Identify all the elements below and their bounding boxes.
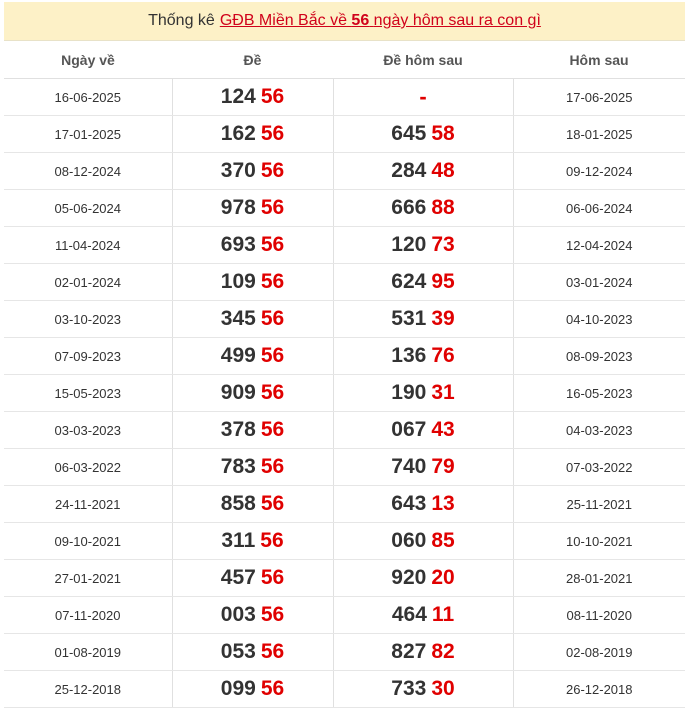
next-head-digits: 284 bbox=[391, 159, 427, 182]
table-body bbox=[4, 79, 685, 708]
table-row bbox=[4, 412, 685, 449]
cell-de-hom-sau bbox=[333, 375, 513, 412]
table-row bbox=[4, 597, 685, 634]
next-head-digits: 645 bbox=[391, 122, 427, 145]
cell-de bbox=[172, 449, 333, 486]
cell-de-hom-sau bbox=[333, 301, 513, 338]
cell-next-date: 12-04-2024 bbox=[513, 227, 685, 264]
next-number bbox=[391, 381, 454, 404]
next-number bbox=[391, 233, 454, 256]
table-row bbox=[4, 116, 685, 153]
de-tail-digits: 56 bbox=[260, 677, 285, 700]
table-header-row bbox=[4, 41, 685, 79]
table-row bbox=[4, 338, 685, 375]
de-tail-digits: 56 bbox=[260, 233, 285, 256]
cell-de-hom-sau bbox=[333, 634, 513, 671]
next-number bbox=[392, 603, 454, 626]
cell-date: 09-10-2021 bbox=[4, 523, 172, 560]
de-head-digits: 003 bbox=[220, 603, 256, 626]
cell-date: 27-01-2021 bbox=[4, 560, 172, 597]
de-number bbox=[221, 640, 284, 663]
next-number bbox=[391, 529, 454, 552]
de-head-digits: 124 bbox=[220, 85, 256, 108]
cell-de bbox=[172, 190, 333, 227]
cell-de-hom-sau bbox=[333, 449, 513, 486]
de-head-digits: 162 bbox=[220, 122, 256, 145]
de-number bbox=[221, 270, 284, 293]
de-tail-digits: 56 bbox=[260, 640, 285, 663]
cell-date: 05-06-2024 bbox=[4, 190, 172, 227]
de-tail-digits: 56 bbox=[260, 159, 285, 182]
next-head-digits: 464 bbox=[391, 603, 427, 626]
next-tail-digits: 31 bbox=[431, 381, 455, 404]
de-head-digits: 378 bbox=[220, 418, 256, 441]
title-prefix: Thống kê bbox=[148, 12, 215, 29]
cell-de bbox=[172, 301, 333, 338]
cell-date: 01-08-2019 bbox=[4, 634, 172, 671]
cell-de-hom-sau bbox=[333, 486, 513, 523]
cell-de bbox=[172, 560, 333, 597]
de-number bbox=[221, 566, 284, 589]
next-number bbox=[391, 270, 454, 293]
next-number bbox=[391, 159, 454, 182]
de-head-digits: 457 bbox=[220, 566, 256, 589]
table-row bbox=[4, 671, 685, 708]
de-tail-digits: 56 bbox=[260, 566, 285, 589]
cell-de-hom-sau bbox=[333, 523, 513, 560]
de-head-digits: 370 bbox=[220, 159, 256, 182]
next-head-digits: 067 bbox=[391, 418, 427, 441]
next-number bbox=[391, 307, 454, 330]
next-head-digits: 827 bbox=[391, 640, 427, 663]
next-tail-digits: 43 bbox=[431, 418, 455, 441]
cell-de-hom-sau bbox=[333, 153, 513, 190]
next-head-digits: 136 bbox=[391, 344, 427, 367]
de-number bbox=[221, 196, 284, 219]
de-number bbox=[221, 677, 284, 700]
cell-date: 17-01-2025 bbox=[4, 116, 172, 153]
cell-de-hom-sau bbox=[333, 560, 513, 597]
header-de: Đề bbox=[172, 41, 333, 79]
de-number bbox=[221, 122, 284, 145]
next-number bbox=[391, 418, 454, 441]
next-tail-digits: 88 bbox=[431, 196, 455, 219]
cell-date: 08-12-2024 bbox=[4, 153, 172, 190]
cell-next-date: 28-01-2021 bbox=[513, 560, 685, 597]
cell-date: 03-03-2023 bbox=[4, 412, 172, 449]
next-tail-digits: 79 bbox=[431, 455, 455, 478]
de-number bbox=[221, 85, 284, 108]
de-head-digits: 345 bbox=[220, 307, 256, 330]
de-head-digits: 693 bbox=[220, 233, 256, 256]
next-tail-digits: 20 bbox=[431, 566, 455, 589]
next-tail-digits: 82 bbox=[431, 640, 455, 663]
cell-date: 15-05-2023 bbox=[4, 375, 172, 412]
de-tail-digits: 56 bbox=[260, 344, 285, 367]
cell-next-date: 08-09-2023 bbox=[513, 338, 685, 375]
next-tail-digits: 39 bbox=[431, 307, 455, 330]
table-row bbox=[4, 560, 685, 597]
title-link[interactable] bbox=[220, 12, 541, 30]
next-number bbox=[391, 566, 454, 589]
title-link-part1: GĐB Miền Bắc về bbox=[219, 12, 347, 29]
cell-de bbox=[172, 153, 333, 190]
title-link-number: 56 bbox=[351, 12, 370, 29]
cell-de bbox=[172, 597, 333, 634]
cell-de-hom-sau bbox=[333, 597, 513, 634]
de-tail-digits: 56 bbox=[260, 85, 285, 108]
next-number bbox=[391, 492, 454, 515]
header-ngay-ve: Ngày về bbox=[4, 41, 172, 79]
cell-next-date: 04-10-2023 bbox=[513, 301, 685, 338]
cell-de-hom-sau bbox=[333, 338, 513, 375]
de-number bbox=[221, 307, 284, 330]
de-number bbox=[221, 344, 284, 367]
cell-date: 06-03-2022 bbox=[4, 449, 172, 486]
de-number bbox=[221, 418, 284, 441]
de-number bbox=[221, 455, 284, 478]
cell-date: 07-11-2020 bbox=[4, 597, 172, 634]
cell-de-hom-sau bbox=[333, 412, 513, 449]
cell-next-date: 09-12-2024 bbox=[513, 153, 685, 190]
de-tail-digits: 56 bbox=[260, 603, 285, 626]
de-number bbox=[221, 381, 284, 404]
cell-de-hom-sau bbox=[333, 227, 513, 264]
de-tail-digits: 56 bbox=[260, 307, 285, 330]
cell-date: 16-06-2025 bbox=[4, 79, 172, 116]
table-row bbox=[4, 264, 685, 301]
de-number bbox=[221, 529, 283, 552]
cell-de bbox=[172, 634, 333, 671]
de-head-digits: 783 bbox=[220, 455, 256, 478]
cell-date: 11-04-2024 bbox=[4, 227, 172, 264]
de-tail-digits: 56 bbox=[260, 455, 285, 478]
next-head-digits: 643 bbox=[391, 492, 427, 515]
next-tail-digits: 58 bbox=[431, 122, 455, 145]
de-tail-digits: 56 bbox=[260, 418, 285, 441]
cell-date: 02-01-2024 bbox=[4, 264, 172, 301]
cell-next-date: 17-06-2025 bbox=[513, 79, 685, 116]
table-row bbox=[4, 486, 685, 523]
de-head-digits: 099 bbox=[220, 677, 256, 700]
cell-de bbox=[172, 486, 333, 523]
next-head-digits: 531 bbox=[391, 307, 427, 330]
stats-panel bbox=[4, 2, 685, 708]
cell-de bbox=[172, 412, 333, 449]
cell-de bbox=[172, 375, 333, 412]
de-head-digits: 499 bbox=[220, 344, 256, 367]
next-tail-digits: 30 bbox=[431, 677, 455, 700]
cell-next-date: 07-03-2022 bbox=[513, 449, 685, 486]
cell-next-date: 10-10-2021 bbox=[513, 523, 685, 560]
de-number bbox=[221, 159, 284, 182]
de-tail-digits: 56 bbox=[260, 122, 285, 145]
title-link-part2: ngày hôm sau ra con gì bbox=[373, 12, 541, 29]
next-tail-digits: 13 bbox=[431, 492, 455, 515]
next-head-digits: 666 bbox=[391, 196, 427, 219]
cell-de bbox=[172, 264, 333, 301]
next-number bbox=[391, 677, 454, 700]
next-head-digits: 190 bbox=[391, 381, 427, 404]
de-head-digits: 978 bbox=[220, 196, 256, 219]
next-number bbox=[391, 196, 454, 219]
next-tail-digits: 85 bbox=[431, 529, 455, 552]
table-row bbox=[4, 190, 685, 227]
de-number bbox=[221, 233, 284, 256]
cell-de bbox=[172, 79, 333, 116]
de-tail-digits: 56 bbox=[260, 381, 285, 404]
cell-next-date: 08-11-2020 bbox=[513, 597, 685, 634]
cell-next-date: 16-05-2023 bbox=[513, 375, 685, 412]
pending-dash: - bbox=[419, 84, 427, 109]
table-row bbox=[4, 153, 685, 190]
next-number bbox=[391, 640, 454, 663]
cell-date: 25-12-2018 bbox=[4, 671, 172, 708]
table-row bbox=[4, 449, 685, 486]
next-head-digits: 733 bbox=[391, 677, 427, 700]
cell-next-date: 04-03-2023 bbox=[513, 412, 685, 449]
table-row bbox=[4, 301, 685, 338]
de-tail-digits: 56 bbox=[260, 270, 285, 293]
de-head-digits: 858 bbox=[220, 492, 256, 515]
cell-date: 03-10-2023 bbox=[4, 301, 172, 338]
de-number bbox=[221, 603, 284, 626]
table-row bbox=[4, 375, 685, 412]
cell-de-hom-sau bbox=[333, 264, 513, 301]
next-head-digits: 120 bbox=[391, 233, 427, 256]
cell-next-date: 25-11-2021 bbox=[513, 486, 685, 523]
table-row bbox=[4, 227, 685, 264]
cell-de-hom-sau bbox=[333, 190, 513, 227]
de-tail-digits: 56 bbox=[260, 196, 285, 219]
next-head-digits: 740 bbox=[391, 455, 427, 478]
next-tail-digits: 95 bbox=[431, 270, 455, 293]
cell-next-date: 02-08-2019 bbox=[513, 634, 685, 671]
next-head-digits: 060 bbox=[391, 529, 427, 552]
cell-de-hom-sau bbox=[333, 116, 513, 153]
results-table bbox=[4, 41, 685, 708]
cell-de bbox=[172, 523, 333, 560]
cell-date: 24-11-2021 bbox=[4, 486, 172, 523]
cell-next-date: 06-06-2024 bbox=[513, 190, 685, 227]
table-row bbox=[4, 79, 685, 116]
de-number bbox=[221, 492, 284, 515]
panel-title bbox=[4, 2, 685, 41]
cell-de bbox=[172, 227, 333, 264]
cell-de bbox=[172, 116, 333, 153]
cell-next-date: 18-01-2025 bbox=[513, 116, 685, 153]
cell-date: 07-09-2023 bbox=[4, 338, 172, 375]
next-number bbox=[391, 455, 454, 478]
next-tail-digits: 73 bbox=[431, 233, 455, 256]
next-tail-digits: 76 bbox=[431, 344, 455, 367]
de-tail-digits: 56 bbox=[260, 529, 284, 552]
cell-de-hom-sau bbox=[333, 79, 513, 116]
de-head-digits: 311 bbox=[221, 529, 256, 552]
cell-de bbox=[172, 338, 333, 375]
de-tail-digits: 56 bbox=[260, 492, 285, 515]
cell-next-date: 03-01-2024 bbox=[513, 264, 685, 301]
next-tail-digits: 48 bbox=[431, 159, 455, 182]
next-head-digits: 624 bbox=[391, 270, 427, 293]
header-de-hom-sau: Đề hôm sau bbox=[333, 41, 513, 79]
next-tail-digits: 11 bbox=[431, 603, 455, 626]
next-number bbox=[391, 344, 454, 367]
de-head-digits: 909 bbox=[220, 381, 256, 404]
next-head-digits: 920 bbox=[391, 566, 427, 589]
cell-de-hom-sau bbox=[333, 671, 513, 708]
next-number bbox=[391, 122, 454, 145]
de-head-digits: 109 bbox=[220, 270, 256, 293]
header-hom-sau: Hôm sau bbox=[513, 41, 685, 79]
cell-de bbox=[172, 671, 333, 708]
table-row bbox=[4, 634, 685, 671]
table-row bbox=[4, 523, 685, 560]
cell-next-date: 26-12-2018 bbox=[513, 671, 685, 708]
de-head-digits: 053 bbox=[220, 640, 256, 663]
